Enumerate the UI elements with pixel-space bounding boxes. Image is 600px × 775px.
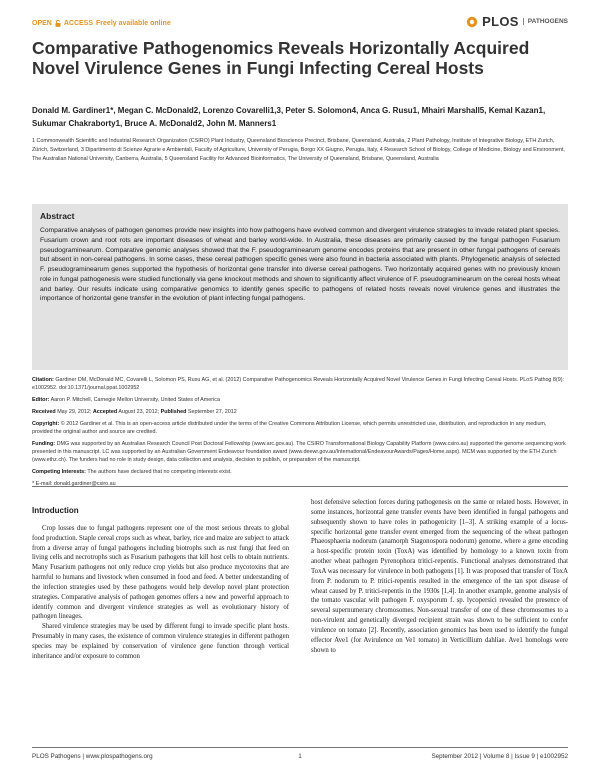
footer-issue: September 2012 | Volume 8 | Issue 9 | e1002952 [431,753,568,760]
access-label: ACCESS [63,20,94,27]
body-paragraph: host defensive selection forces during pathogenesis on the same or related hosts. However, in some instances, horizontal gene transfer events have been identified in fungal pathogens and subsequently shown to have roles in pathogenicity [1–3]. A striking example of a locus-specific horizontal gene transfer event emerged from the sequencing of the wheat pathogen Phaeosphaeria nodorum (anamorph Stagonospora nodorum) genome, where a gene encoding a host-specific protein toxin (ToxA) was identified by homology to a known toxin from another wheat pathogen Pyrenophora tritici-repentis. Functional analyses demonstrated that ToxA was necessary for virulence in both pathogens [1]. It was proposed that transfer of ToxA from P. nodorum to P. tritici-repentis resulted in the emergence of the tan spot disease of wheat caused by P. tritici-repentis in the 1930s [1,4]. In another example, genome analysis of the tomato vascular wilt pathogen F. oxysporum f. sp. lycopersici revealed the presence of several supernumerary chromosomes. Non-sexual transfer of one of these chromosomes to a non-virulent and genetically diverged recipient strain was shown to be sufficient to confer virulence on tomato [2]. Recently, association genomics has been used to identify the fungal effector Ave1 (for Avirulence on Ve1 tomato) in Verticillium dahliae. Ave1 homologs were shown to [311,499,568,654]
citation: Citation: Gardiner DM, McDonald MC, Covarelli L, Solomon PS, Rusu AG, et al. (2012) Comparative Pathogenomics Reveals Horizontally Acquired Novel Virulence Genes in Fungi Infecting Cereal Hosts. PLoS Pathog 8(9): e1002952. doi:10.1371/journal.ppat.1002952 [32,377,565,391]
journal-brand [466,14,568,29]
section-divider [32,486,568,487]
body-paragraph: Shared virulence strategies may be used by different fungi to invade specific plant hosts. Presumably in many cases, the existence of common virulence strategies in different pathogen species may be explained by conservation of virulence gene function through vertical inheritance and/or exposure to common [32,623,289,660]
plos-logo: PLOS [482,14,519,29]
author-list: Donald M. Gardiner1*, Megan C. McDonald2, Lorenzo Covarelli1,3, Peter S. Solomon4, Anca G. Rusu1, Mhairi Marshall5, Kemal Kazan1, Sukumar Chakraborty1, Bruce A. McDonald2, John M. Manners1 [32,106,546,128]
article-metadata [32,376,568,492]
body-paragraph: Crop losses due to fungal pathogens represent one of the most serious threats to global food production. Staple cereal crops such as wheat, barley, rice and maize are subject to attack from a diverse array of fungal pathogens including biotrophs such as rust fungi that feed on living cells and necrotrophs such as Fusarium pathogens that kill host cells to obtain nutrients. Many Fusarium pathogens not only reduce crop yields but also produce mycotoxins that are harmful to humans and livestock when consumed in food and feed. A better understanding of the infection strategies used by these pathogens would help develop novel plant protection strategies. Comparative analysis of pathogen genomes offers a new and powerful approach to identify common and divergent virulence strategies as well as evolutionary history of pathogen lineages. [32,524,289,621]
open-lock-icon [55,20,61,27]
journal-name: PATHOGENS [523,18,568,25]
abstract-box [32,204,568,370]
copyright: Copyright: © 2012 Gardiner et al. This is an open-access article distributed under the terms of the Creative Commons Attribution License, which permits unrestricted use, distribution, and reproduction in any medium, provided the original author and source are credited. [32,421,547,435]
corresponding-email: * E-mail: donald.gardiner@csiro.au [32,481,116,487]
abstract-text: Comparative analyses of pathogen genomes provide new insights into how pathogens have evolved common and divergent virulence strategies to invade related plant species. Fusarium crown and root rots are important diseases of wheat and barley world-wide. In Australia, these diseases are primarily caused by the fungal pathogen Fusarium pseudograminearum. Comparative genomic analyses showed that the F. pseudograminearum genome encodes proteins that are present in other fungal pathogens of cereals but absent in non-cereal pathogens. In some cases, these cereal pathogen specific genes were also found in bacteria associated with plants. Phylogenetic analysis of selected F. pseudograminearum genes supported the hypothesis of horizontal gene transfer into diverse cereal pathogens. Two horizontally acquired genes with no previously known role in fungal pathogenesis were studied functionally via gene knockout methods and shown to significantly affect virulence of F. pseudograminearum on the cereal hosts wheat and barley. Our results indicate using comparative genomics to identify genes specific to pathogens of related hosts reveals novel virulence genes and illustrates the importance of horizontal gene transfer in the evolution of plant infecting fungal pathogens. [40,227,560,303]
open-access-badge [32,20,171,27]
open-access-label: OPEN [32,20,52,27]
footer-divider [32,747,568,748]
right-column [311,498,568,656]
editor: Editor: Aaron P. Mitchell, Carnegie Mellon University, United States of America [32,397,220,403]
competing-interests: Competing Interests: The authors have declared that no competing interests exist. [32,469,232,475]
article-title: Comparative Pathogenomics Reveals Horizontally Acquired Novel Virulence Genes in Fungi Infecting Cereal Hosts [32,38,530,78]
abstract-heading: Abstract [40,211,75,221]
footer-journal: PLOS Pathogens | www.plospathogens.org [32,753,153,760]
left-column [32,498,289,662]
page-number: 1 [298,753,302,760]
plos-globe-icon [466,16,478,28]
freely-available-label: Freely available online [96,20,171,27]
funding: Funding: DMG was supported by an Australian Research Council Post Doctoral Fellowship (www.arc.gov.au). The CSIRO Transformational Biology Capability Platform (www.csiro.au) supported the genome sequencing work presented in this manuscript. LC was supported by an Australian Government Endeavour foundation award (www.deewr.gov.au/International/EndeavourAwards/Pages/Home.aspx). MCM was supported by the ETH Zurich (www.ethz.ch). The funders had no role in study design, data collection and analysis, decision to publish, or preparation of the manuscript. [32,441,566,463]
affiliations: 1 Commonwealth Scientific and Industrial Research Organization (CSIRO) Plant Industry, Queensland Bioscience Precinct, Brisbane, Queensland, Australia, 2 Plant Pathology, Institute of Integrative Biology, ETH Zurich, Zürich, Switzerland, 3 Dipartimento di Scienze Agrarie e Ambientali, Faculty of Agriculture, University of Perugia, Borgo XX Giugno, Perugia, Italy, 4 Research School of Biology, College of Medicine, Biology and Environment, The Australian National University, Canberra, Australia, 5 Queensland Facility for Advanced Bioinformatics, The University of Queensland, Brisbane, Queensland, Australia [32,138,565,162]
introduction-heading: Introduction [32,506,79,515]
dates: Received May 29, 2012; Accepted August 23, 2012; Published September 27, 2012 [32,409,237,415]
